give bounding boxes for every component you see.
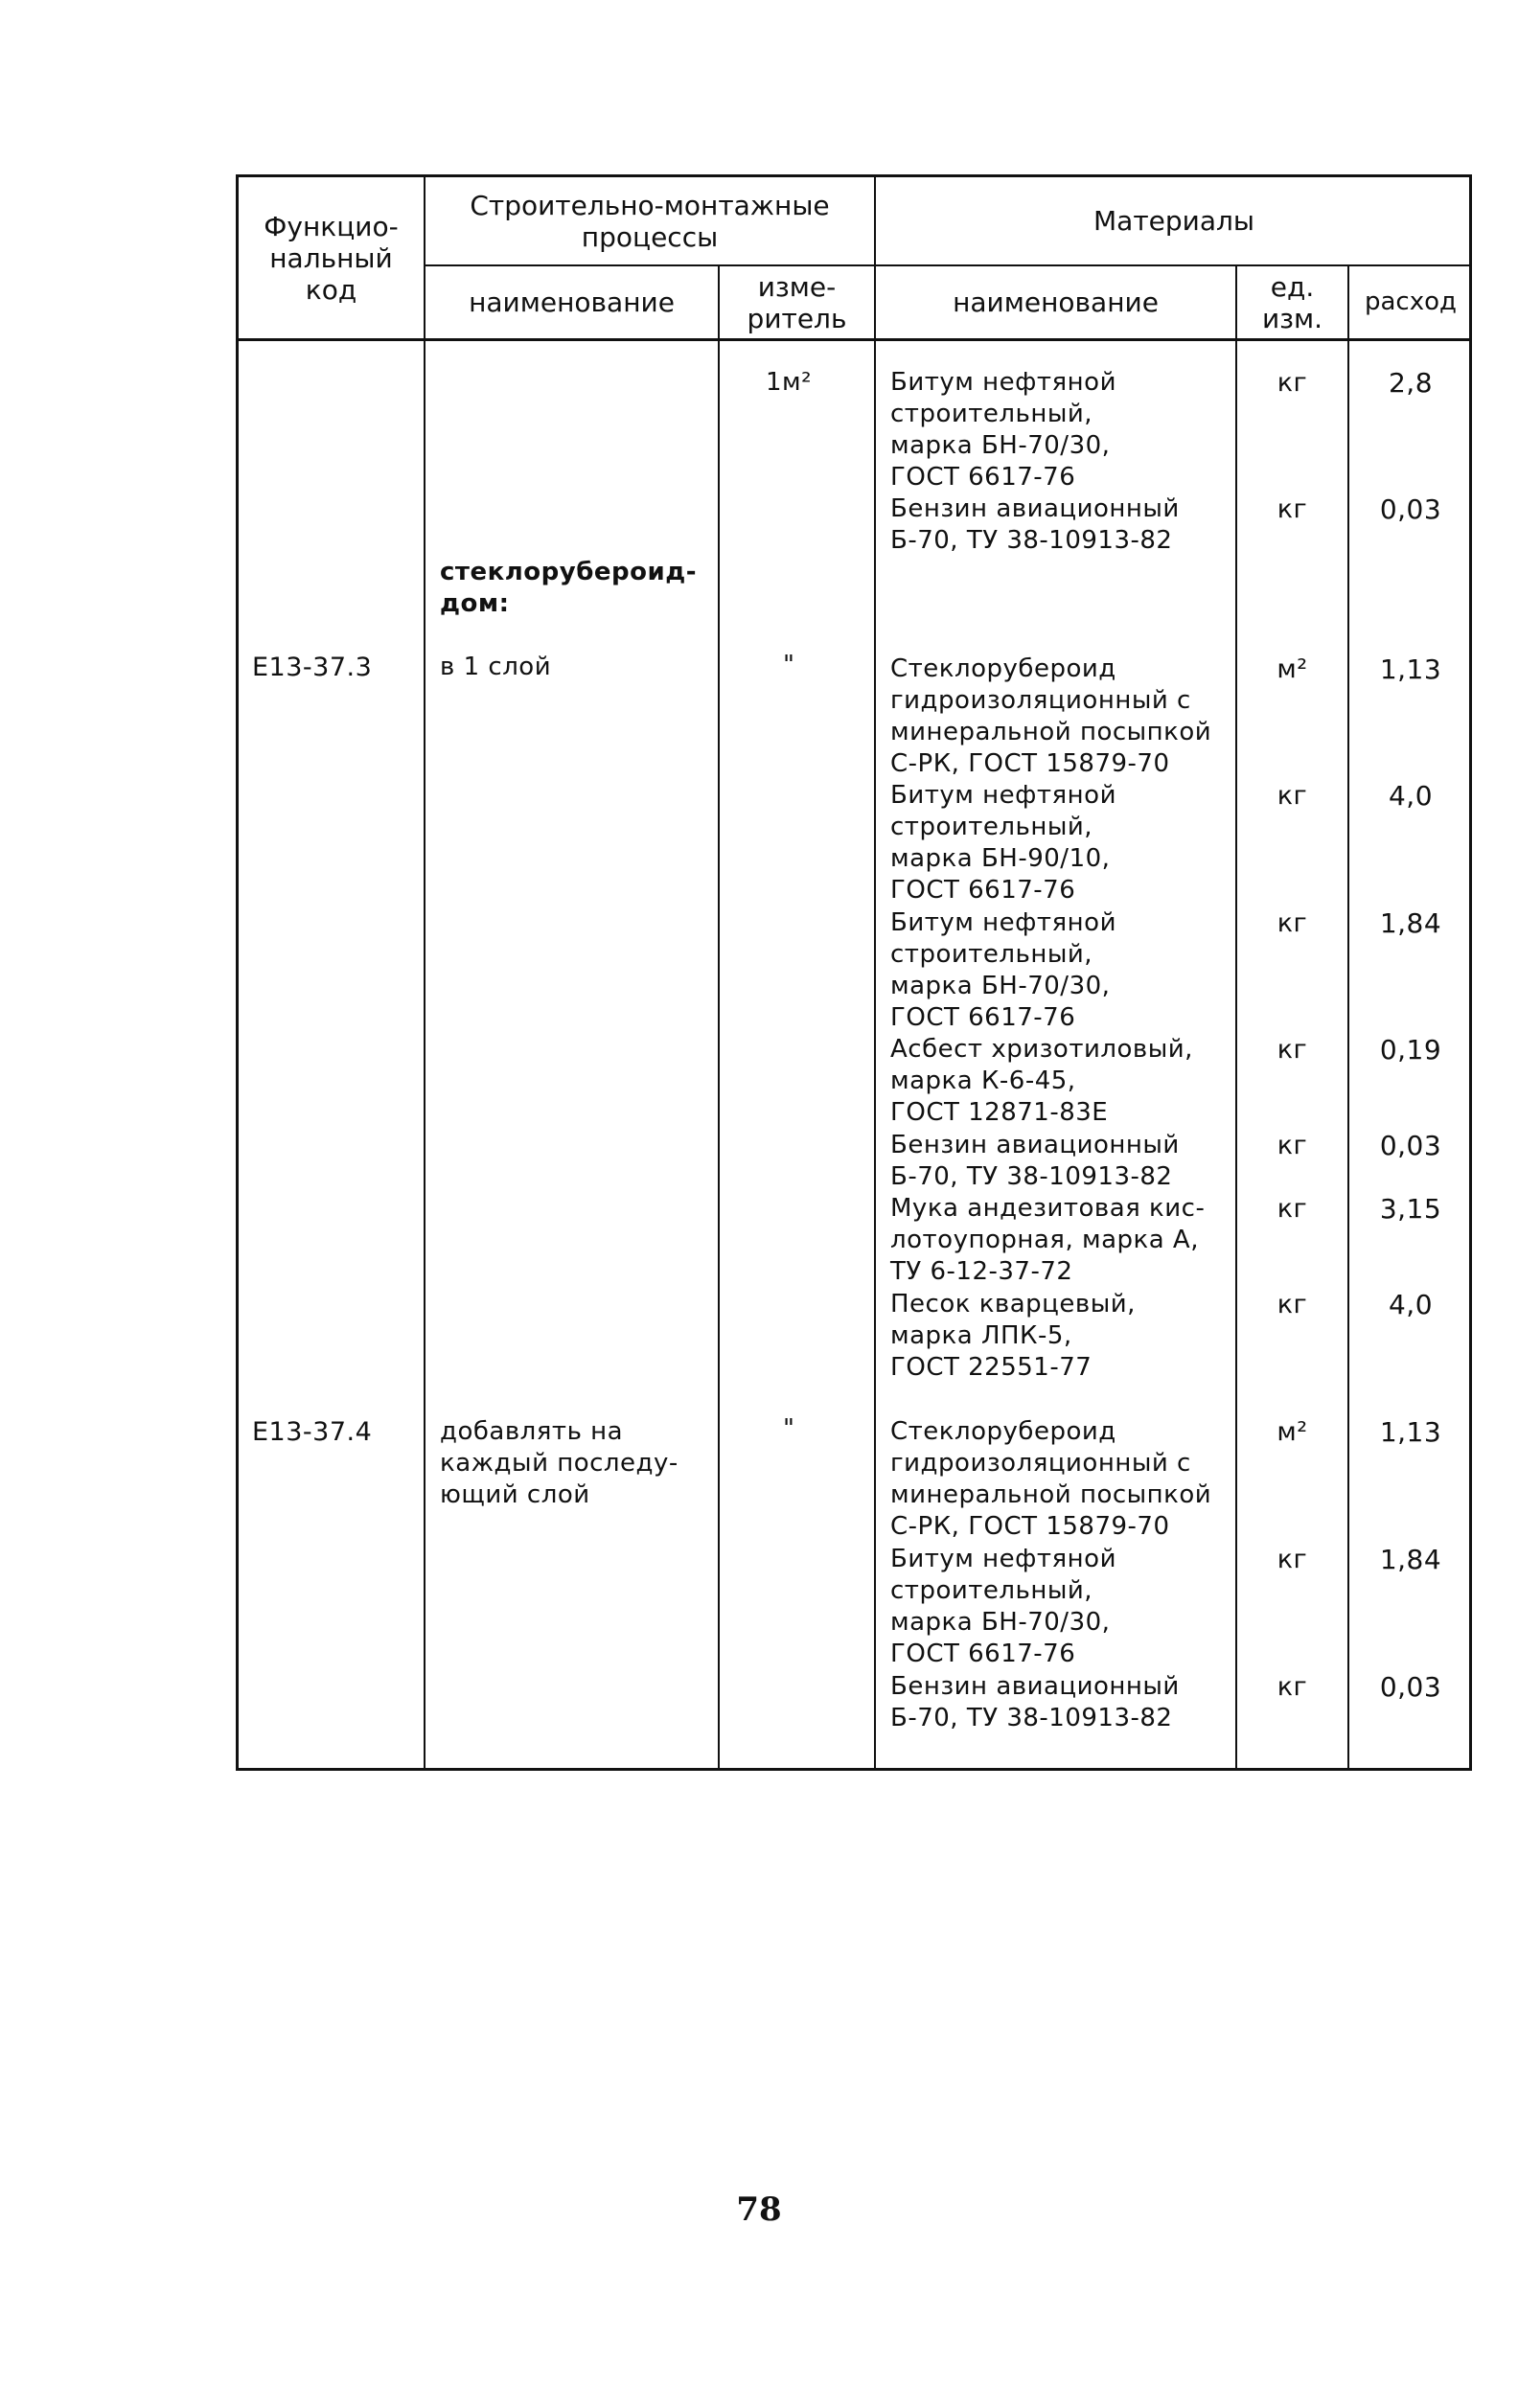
material-name: Битум нефтяной строительный, марка БН-90/10, ГОСТ 6617-76 [890,781,1116,905]
header-func-code: Функцио- нальный код [264,210,399,306]
material-unit: кг [1276,1131,1308,1160]
material-name: Бензин авиационный Б-70, ТУ 38-10913-82 [890,494,1180,555]
header-mat-unit: ед. изм. [1261,270,1323,334]
material-name: Битум нефтяной строительный, марка БН-70/30, ГОСТ 6617-76 [890,1545,1116,1668]
material-amount: 0,03 [1379,1130,1442,1161]
header-proc-measure: изме- ритель [747,270,847,334]
material-unit: кг [1276,1672,1308,1702]
material-unit: кг [1276,494,1308,524]
material-unit: кг [1276,1290,1308,1319]
material-name: Мука андезитовая кис- лотоупорная, марка А, ТУ 6-12-37-72 [890,1194,1206,1286]
col-divider-3 [874,177,876,1771]
material-name: Бензин авиационный Б-70, ТУ 38-10913-82 [890,1672,1180,1732]
header-processes: Строительно-монтажные процессы [470,189,830,253]
material-amount: 2,8 [1388,367,1434,399]
group-title: стеклорубероид- дом: [440,558,697,618]
material-unit: кг [1276,368,1308,398]
measure-ditto: " [783,651,795,679]
material-amount: 0,03 [1379,1671,1442,1703]
material-amount: 1,84 [1379,907,1442,939]
material-name: Бензин авиационный Б-70, ТУ 38-10913-82 [890,1131,1180,1191]
material-amount: 1,84 [1379,1544,1442,1575]
material-unit: кг [1276,908,1308,938]
material-name: Стеклорубероид гидроизоляционный с минеральной посыпкой С-РК, ГОСТ 15879-70 [890,654,1212,778]
material-name: Битум нефтяной строительный, марка БН-70/30, ГОСТ 6617-76 [890,908,1116,1032]
header-materials: Материалы [1093,205,1254,237]
header-mat-consumption: расход [1364,287,1457,316]
material-amount: 4,0 [1388,780,1434,812]
material-amount: 4,0 [1388,1289,1434,1320]
process-name: в 1 слой [440,653,552,681]
header-proc-name: наименование [469,287,675,318]
material-unit: кг [1276,781,1308,811]
material-unit: м² [1276,1417,1308,1447]
material-name: Битум нефтяной строительный, марка БН-70/30, ГОСТ 6617-76 [890,368,1116,492]
func-code-e13-37-3: Е13-37.3 [252,653,373,682]
material-name: Песок кварцевый, марка ЛПК-5, ГОСТ 22551-77 [890,1290,1136,1382]
measure-ditto: " [783,1414,795,1443]
material-amount: 0,03 [1379,493,1442,525]
materials-table [236,174,1472,1771]
material-unit: кг [1276,1035,1308,1065]
material-unit: м² [1276,654,1308,684]
material-amount: 1,13 [1379,1416,1442,1448]
col-divider-1 [424,177,426,1771]
material-unit: кг [1276,1194,1308,1224]
material-unit: кг [1276,1545,1308,1574]
material-name: Стеклорубероид гидроизоляционный с минеральной посыпкой С-РК, ГОСТ 15879-70 [890,1417,1212,1541]
header-mat-name: наименование [953,287,1159,318]
material-amount: 3,15 [1379,1193,1442,1225]
col-divider-2 [718,264,720,1771]
func-code-e13-37-4: Е13-37.4 [252,1417,373,1447]
process-name: добавлять на каждый последу- ющий слой [440,1417,678,1509]
page-number: 78 [736,2190,782,2229]
material-amount: 1,13 [1379,654,1442,685]
measure-1m2: 1м² [766,368,813,397]
material-amount: 0,19 [1379,1034,1442,1066]
material-name: Асбест хризотиловый, марка К-6-45, ГОСТ 12871-83Е [890,1035,1193,1127]
